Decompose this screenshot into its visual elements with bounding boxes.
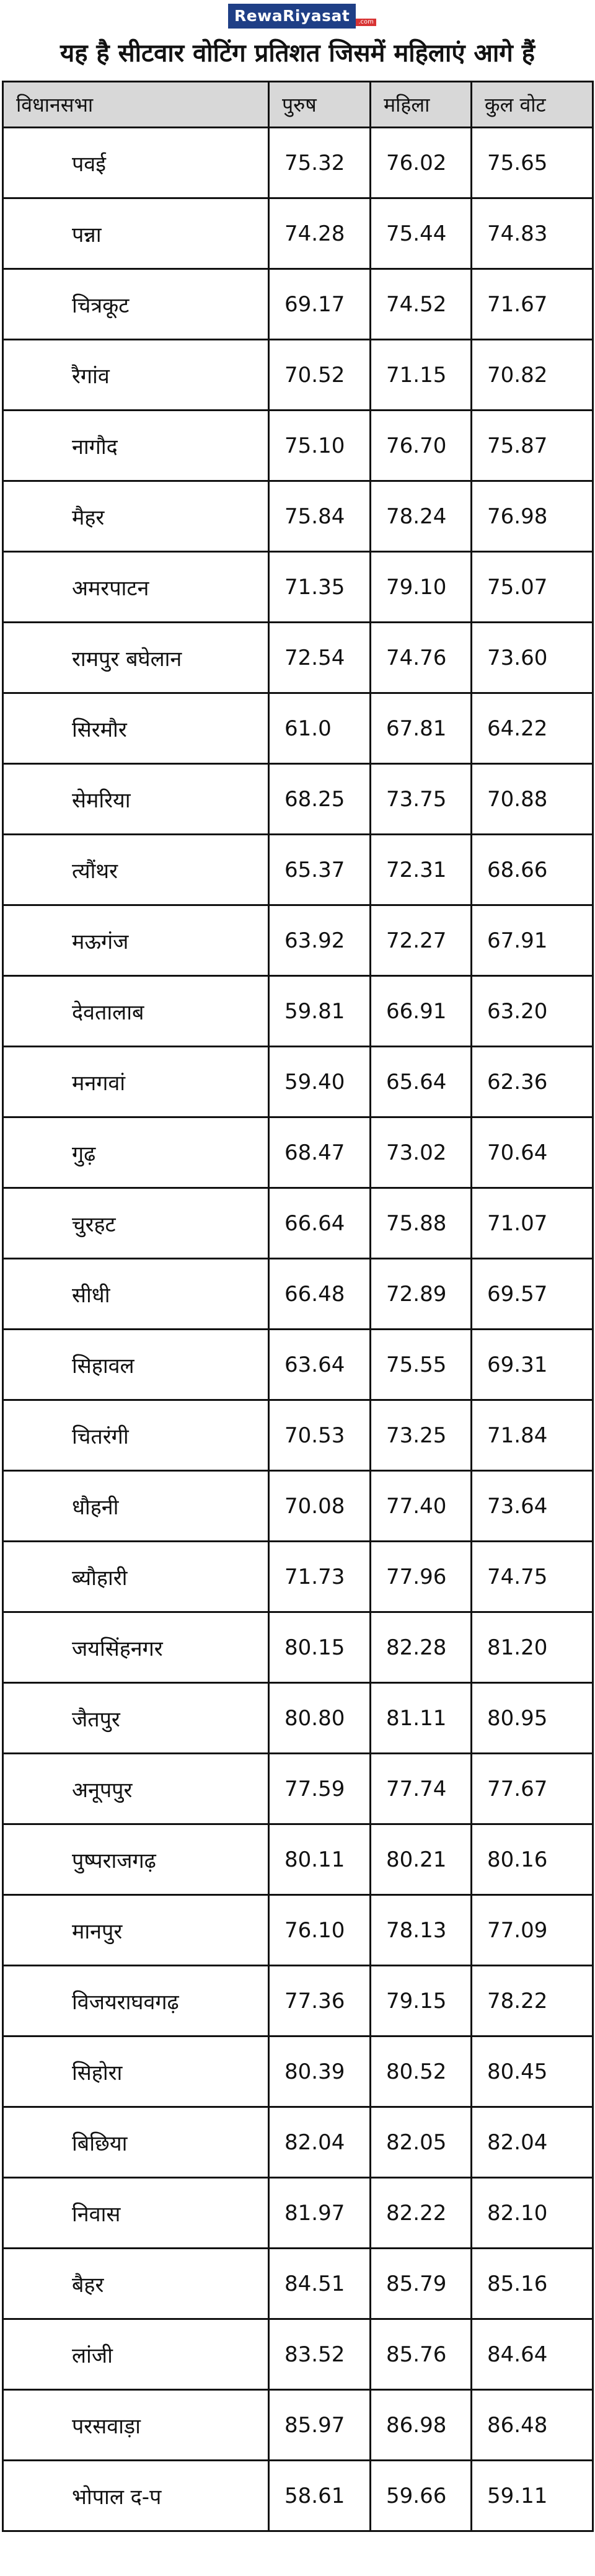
female-percent-cell: 77.74 [371, 1754, 472, 1824]
female-percent-cell: 81.11 [371, 1683, 472, 1754]
total-percent-cell: 77.09 [472, 1895, 593, 1966]
total-percent-cell: 59.11 [472, 2461, 593, 2531]
total-percent-cell: 77.67 [472, 1754, 593, 1824]
constituency-cell: चित्रकूट [3, 269, 269, 340]
male-percent-cell: 70.53 [269, 1400, 371, 1471]
column-header-male: पुरुष [269, 82, 371, 128]
table-row [3, 1542, 593, 1612]
male-percent-cell: 81.97 [269, 2178, 371, 2249]
male-percent-cell: 80.39 [269, 2036, 371, 2107]
total-percent-cell: 86.48 [472, 2390, 593, 2461]
male-percent-cell: 83.52 [269, 2319, 371, 2390]
table-row [3, 764, 593, 835]
male-percent-cell: 58.61 [269, 2461, 371, 2531]
female-percent-cell: 73.02 [371, 1117, 472, 1188]
constituency-cell: विजयराघवगढ़ [3, 1966, 269, 2036]
female-percent-cell: 72.89 [371, 1259, 472, 1330]
male-percent-cell: 66.64 [269, 1188, 371, 1259]
total-percent-cell: 63.20 [472, 976, 593, 1047]
table-row [3, 1330, 593, 1400]
female-percent-cell: 76.70 [371, 411, 472, 481]
female-percent-cell: 75.44 [371, 198, 472, 269]
male-percent-cell: 80.11 [269, 1824, 371, 1895]
female-percent-cell: 74.52 [371, 269, 472, 340]
total-percent-cell: 85.16 [472, 2249, 593, 2319]
constituency-cell: जैतपुर [3, 1683, 269, 1754]
total-percent-cell: 74.83 [472, 198, 593, 269]
female-percent-cell: 80.52 [371, 2036, 472, 2107]
male-percent-cell: 68.47 [269, 1117, 371, 1188]
male-percent-cell: 77.36 [269, 1966, 371, 2036]
constituency-cell: रैगांव [3, 340, 269, 411]
table-row [3, 2107, 593, 2178]
table-row [3, 1117, 593, 1188]
total-percent-cell: 73.64 [472, 1471, 593, 1542]
male-percent-cell: 68.25 [269, 764, 371, 835]
female-percent-cell: 85.76 [371, 2319, 472, 2390]
table-row [3, 1259, 593, 1330]
header [0, 0, 595, 79]
female-percent-cell: 76.02 [371, 128, 472, 198]
table-row [3, 1966, 593, 2036]
table-row [3, 2319, 593, 2390]
male-percent-cell: 75.84 [269, 481, 371, 552]
table-row [3, 2249, 593, 2319]
table-row [3, 481, 593, 552]
constituency-cell: अनूपपुर [3, 1754, 269, 1824]
female-percent-cell: 75.88 [371, 1188, 472, 1259]
male-percent-cell: 76.10 [269, 1895, 371, 1966]
male-percent-cell: 63.64 [269, 1330, 371, 1400]
total-percent-cell: 75.87 [472, 411, 593, 481]
total-percent-cell: 70.82 [472, 340, 593, 411]
female-percent-cell: 78.24 [371, 481, 472, 552]
table-row [3, 905, 593, 976]
table-row [3, 1683, 593, 1754]
male-percent-cell: 75.32 [269, 128, 371, 198]
table-row [3, 2461, 593, 2531]
female-percent-cell: 75.55 [371, 1330, 472, 1400]
female-percent-cell: 82.22 [371, 2178, 472, 2249]
male-percent-cell: 59.40 [269, 1047, 371, 1117]
total-percent-cell: 68.66 [472, 835, 593, 905]
table-row [3, 2390, 593, 2461]
male-percent-cell: 71.35 [269, 552, 371, 623]
female-percent-cell: 74.76 [371, 623, 472, 693]
constituency-cell: धौहनी [3, 1471, 269, 1542]
female-percent-cell: 85.79 [371, 2249, 472, 2319]
female-percent-cell: 71.15 [371, 340, 472, 411]
table-row [3, 340, 593, 411]
constituency-cell: बैहर [3, 2249, 269, 2319]
total-percent-cell: 71.67 [472, 269, 593, 340]
column-header-total: कुल वोट [472, 82, 593, 128]
table-row [3, 1824, 593, 1895]
male-percent-cell: 85.97 [269, 2390, 371, 2461]
male-percent-cell: 74.28 [269, 198, 371, 269]
constituency-cell: ब्यौहारी [3, 1542, 269, 1612]
table-body [3, 128, 593, 2531]
female-percent-cell: 73.75 [371, 764, 472, 835]
female-percent-cell: 82.05 [371, 2107, 472, 2178]
voting-table-container [2, 81, 592, 2532]
total-percent-cell: 78.22 [472, 1966, 593, 2036]
constituency-cell: अमरपाटन [3, 552, 269, 623]
table-row [3, 411, 593, 481]
female-percent-cell: 73.25 [371, 1400, 472, 1471]
male-percent-cell: 59.81 [269, 976, 371, 1047]
constituency-cell: चुरहट [3, 1188, 269, 1259]
total-percent-cell: 81.20 [472, 1612, 593, 1683]
male-percent-cell: 77.59 [269, 1754, 371, 1824]
female-percent-cell: 67.81 [371, 693, 472, 764]
constituency-cell: बिछिया [3, 2107, 269, 2178]
table-row [3, 976, 593, 1047]
total-percent-cell: 70.88 [472, 764, 593, 835]
constituency-cell: रामपुर बघेलान [3, 623, 269, 693]
constituency-cell: पवई [3, 128, 269, 198]
total-percent-cell: 75.07 [472, 552, 593, 623]
total-percent-cell: 71.07 [472, 1188, 593, 1259]
male-percent-cell: 69.17 [269, 269, 371, 340]
constituency-cell: गुढ़ [3, 1117, 269, 1188]
table-row [3, 198, 593, 269]
constituency-cell: मैहर [3, 481, 269, 552]
male-percent-cell: 80.15 [269, 1612, 371, 1683]
voting-percentage-table [2, 81, 594, 2532]
total-percent-cell: 82.04 [472, 2107, 593, 2178]
table-row [3, 1047, 593, 1117]
total-percent-cell: 70.64 [472, 1117, 593, 1188]
constituency-cell: पुष्पराजगढ़ [3, 1824, 269, 1895]
female-percent-cell: 59.66 [371, 2461, 472, 2531]
table-header-row [3, 82, 593, 128]
male-percent-cell: 72.54 [269, 623, 371, 693]
page-title: यह है सीटवार वोटिंग प्रतिशत जिसमें महिलाएं आगे हैं [60, 39, 535, 68]
female-percent-cell: 72.27 [371, 905, 472, 976]
constituency-cell: लांजी [3, 2319, 269, 2390]
total-percent-cell: 84.64 [472, 2319, 593, 2390]
constituency-cell: मऊगंज [3, 905, 269, 976]
total-percent-cell: 69.57 [472, 1259, 593, 1330]
table-row [3, 1471, 593, 1542]
total-percent-cell: 62.36 [472, 1047, 593, 1117]
logo-domain: .com [356, 19, 376, 26]
female-percent-cell: 82.28 [371, 1612, 472, 1683]
total-percent-cell: 74.75 [472, 1542, 593, 1612]
table-row [3, 623, 593, 693]
male-percent-cell: 71.73 [269, 1542, 371, 1612]
male-percent-cell: 65.37 [269, 835, 371, 905]
female-percent-cell: 86.98 [371, 2390, 472, 2461]
constituency-cell: देवतालाब [3, 976, 269, 1047]
table-row [3, 693, 593, 764]
table-row [3, 835, 593, 905]
male-percent-cell: 82.04 [269, 2107, 371, 2178]
constituency-cell: चितरंगी [3, 1400, 269, 1471]
table-row [3, 269, 593, 340]
total-percent-cell: 80.95 [472, 1683, 593, 1754]
table-row [3, 1612, 593, 1683]
constituency-cell: सीधी [3, 1259, 269, 1330]
constituency-cell: पन्ना [3, 198, 269, 269]
constituency-cell: मनगवां [3, 1047, 269, 1117]
column-header-female: महिला [371, 82, 472, 128]
logo-text: RewaRiyasat [228, 4, 356, 29]
constituency-cell: सिहावल [3, 1330, 269, 1400]
total-percent-cell: 64.22 [472, 693, 593, 764]
female-percent-cell: 77.96 [371, 1542, 472, 1612]
male-percent-cell: 61.0 [269, 693, 371, 764]
male-percent-cell: 70.08 [269, 1471, 371, 1542]
constituency-cell: जयसिंहनगर [3, 1612, 269, 1683]
constituency-cell: सिहोरा [3, 2036, 269, 2107]
female-percent-cell: 65.64 [371, 1047, 472, 1117]
total-percent-cell: 82.10 [472, 2178, 593, 2249]
site-logo [228, 4, 376, 29]
constituency-cell: भोपाल द-प [3, 2461, 269, 2531]
table-row [3, 2178, 593, 2249]
female-percent-cell: 78.13 [371, 1895, 472, 1966]
male-percent-cell: 63.92 [269, 905, 371, 976]
constituency-cell: सेमरिया [3, 764, 269, 835]
constituency-cell: परसवाड़ा [3, 2390, 269, 2461]
constituency-cell: निवास [3, 2178, 269, 2249]
total-percent-cell: 69.31 [472, 1330, 593, 1400]
male-percent-cell: 80.80 [269, 1683, 371, 1754]
female-percent-cell: 80.21 [371, 1824, 472, 1895]
table-row [3, 1400, 593, 1471]
table-row [3, 552, 593, 623]
female-percent-cell: 72.31 [371, 835, 472, 905]
table-row [3, 128, 593, 198]
table-row [3, 1754, 593, 1824]
male-percent-cell: 84.51 [269, 2249, 371, 2319]
total-percent-cell: 80.16 [472, 1824, 593, 1895]
female-percent-cell: 79.10 [371, 552, 472, 623]
female-percent-cell: 79.15 [371, 1966, 472, 2036]
total-percent-cell: 71.84 [472, 1400, 593, 1471]
table-row [3, 1188, 593, 1259]
table-row [3, 1895, 593, 1966]
male-percent-cell: 66.48 [269, 1259, 371, 1330]
total-percent-cell: 80.45 [472, 2036, 593, 2107]
constituency-cell: त्यौंथर [3, 835, 269, 905]
table-row [3, 2036, 593, 2107]
total-percent-cell: 76.98 [472, 481, 593, 552]
column-header-constituency: विधानसभा [3, 82, 269, 128]
female-percent-cell: 66.91 [371, 976, 472, 1047]
female-percent-cell: 77.40 [371, 1471, 472, 1542]
male-percent-cell: 70.52 [269, 340, 371, 411]
constituency-cell: मानपुर [3, 1895, 269, 1966]
constituency-cell: नागौद [3, 411, 269, 481]
total-percent-cell: 73.60 [472, 623, 593, 693]
male-percent-cell: 75.10 [269, 411, 371, 481]
total-percent-cell: 75.65 [472, 128, 593, 198]
total-percent-cell: 67.91 [472, 905, 593, 976]
constituency-cell: सिरमौर [3, 693, 269, 764]
